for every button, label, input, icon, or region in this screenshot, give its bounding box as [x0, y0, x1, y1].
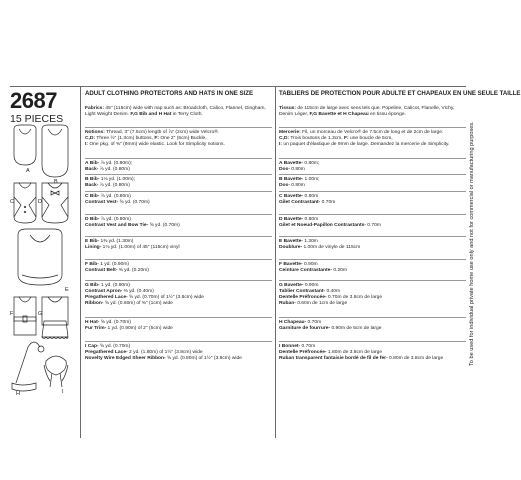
pattern-id-block	[10, 90, 74, 125]
yardage-label: C Bib-	[85, 194, 100, 199]
yardage-value: 0.70m	[306, 320, 322, 325]
bib-d-drawing	[42, 183, 68, 223]
yardage-label: E Bib-	[85, 239, 100, 244]
yardage-line	[279, 245, 466, 251]
row-divider	[279, 174, 466, 175]
yardage-label: F Bavette-	[279, 262, 303, 267]
yardage-value: ⅞ yd. (0.80m)	[98, 183, 130, 189]
bib-b-drawing	[42, 125, 68, 177]
illustration-label-b: B	[54, 179, 58, 185]
yardage-value: ⅝ yd. (0.70m)	[99, 320, 131, 325]
yardage-label: A Bib-	[85, 161, 100, 166]
yardage-row	[85, 106, 272, 118]
row-divider	[279, 341, 466, 342]
middle-column-divider	[275, 86, 276, 438]
yardage-value: 0.80m	[289, 183, 305, 189]
yardage-line	[85, 326, 272, 332]
yardage-value: 0.90m de 5cm de large	[330, 326, 382, 332]
row-divider	[279, 280, 466, 281]
yardage-line	[279, 326, 466, 332]
yardage-row	[279, 320, 466, 332]
yardage-label: Gilet et Noeud-Papillon Contrastants-	[279, 223, 366, 229]
yardage-line	[279, 200, 466, 206]
yardage-value: ⅜ yd. (0.40m)	[122, 289, 154, 295]
yardage-value: ⅞ yd. (0.80m);	[99, 161, 133, 166]
yardage-line	[279, 268, 466, 274]
row-divider	[279, 259, 466, 260]
yardage-row	[279, 239, 466, 251]
yardage-line	[85, 356, 272, 362]
yardage-label: F:	[154, 136, 159, 142]
illustration-label-a: A	[26, 168, 30, 174]
yardage-label: Garniture de fourrure-	[279, 326, 331, 332]
yardage-label: Doublure-	[279, 245, 303, 251]
yardage-line	[279, 356, 466, 362]
yardage-row	[85, 217, 272, 229]
bib-f-drawing	[14, 297, 36, 335]
yardage-label: I:	[85, 142, 88, 148]
bib-e-drawing	[18, 229, 62, 285]
yardage-value: 1 yd. (0.90m)	[99, 283, 130, 288]
yardage-value: 1⅛ yd. (1.00m);	[99, 177, 136, 182]
yardage-line	[85, 301, 272, 307]
yardage-line	[85, 183, 272, 189]
yardage-label: B Bavette-	[279, 177, 304, 182]
yardage-value: en tissu éponge.	[368, 112, 406, 118]
yardage-value: ⅜ yd. (0.20m)	[117, 268, 149, 274]
yardage-value: 0.80m	[303, 194, 319, 199]
yardage-value: 1.00m de vinyle de 115cm	[302, 245, 361, 251]
yardage-value: une boucle de 5cm,	[348, 136, 393, 142]
yardage-value: ⅞ yd. (0.80m)	[98, 167, 130, 173]
yardage-label: Gilet Contrastant-	[279, 200, 321, 206]
yardage-label: I Cap-	[85, 344, 99, 349]
yardage-row	[279, 106, 466, 118]
yardage-value: 45" (115cm) wide with nap such as: Broadcloth, Calico, Flannel, Gingham,	[104, 106, 266, 111]
row-divider	[85, 191, 272, 192]
yardage-line	[85, 112, 272, 118]
row-divider	[279, 214, 466, 215]
yardage-row	[85, 130, 272, 148]
yardage-label: Pregathered Lace-	[85, 350, 128, 356]
yardage-label: Fur Trim-	[85, 326, 107, 332]
yardage-line	[279, 142, 466, 148]
yardage-label: Contrast Belt-	[85, 268, 118, 274]
yardage-row	[279, 177, 466, 189]
header-english: ADULT CLOTHING PROTECTORS AND HATS IN ONE SIZE	[85, 90, 254, 97]
yardage-value: 0.80m;	[303, 161, 320, 166]
yardage-row	[85, 283, 272, 307]
yardage-label: E Bavette-	[279, 239, 303, 244]
yardage-value: 1⅜ yd. (1.30m)	[99, 239, 134, 244]
yardage-line	[85, 142, 272, 148]
yardage-label: G Bavette-	[279, 283, 304, 288]
yardage-label: Tissus:	[279, 106, 297, 111]
yardage-label: Notions:	[85, 130, 105, 135]
yardage-label: I Bonnet-	[279, 344, 301, 349]
yardage-value: Thread, 3" (7.5cm) length of ⅞" (2cm) wide Velcro®.	[104, 130, 220, 135]
yardage-value: un paquet d'élastique de 9mm de large. Demandez la mercerie de Simplicity.	[282, 142, 450, 148]
yardage-value: 1 yd. (0.90m) of 2" (5cm) wide	[106, 326, 173, 332]
row-divider	[85, 280, 272, 281]
yardage-label: Dos-	[279, 183, 290, 189]
yardage-value: ⅝ yd. (0.70m)	[148, 223, 180, 229]
yardage-value: 1.00m;	[303, 177, 320, 182]
yardage-value: 1 yd. (0.90m)	[98, 262, 130, 267]
row-divider	[85, 259, 272, 260]
yardage-value: 1⅛ yd. (1.00m) of 45" (115cm) vinyl	[101, 245, 180, 251]
yardage-value: in Terry Cloth.	[171, 112, 203, 118]
yardage-row	[279, 130, 466, 148]
yardage-value: 0.70m	[365, 223, 381, 229]
yardage-value: ⅝ yd. (0.80m) of 1½" (3.8cm) wide	[165, 356, 242, 362]
yardage-value: 0.20m	[332, 268, 347, 274]
left-column-divider	[80, 86, 81, 438]
illustration-label-d: D	[38, 199, 42, 205]
pattern-number: 2687	[10, 88, 57, 113]
yardage-value: de 115cm de large avec sens tels que: Popeline, Calicot, Flanelle, Vichy,	[296, 106, 455, 111]
yardage-label: F Bib-	[85, 262, 99, 267]
cap-i-drawing	[44, 356, 68, 387]
yardage-label: Contrast Vest-	[85, 200, 119, 206]
row-divider	[85, 236, 272, 237]
yardage-value: Three ½" (1.3cm) buttons,	[95, 136, 155, 142]
row-divider	[279, 317, 466, 318]
top-rule	[10, 86, 466, 87]
header-french: TABLIERS DE PROTECTION POUR ADULTE ET CHAPEAUX EN UNE SEULE TAILLE	[279, 90, 521, 97]
yardage-label: Ruban-	[279, 301, 296, 307]
row-divider	[85, 174, 272, 175]
yardage-value: 0.60m de 1cm de large	[295, 301, 348, 307]
illustration-label-h: H	[16, 391, 20, 397]
yardage-label: F,G Bavette et H Chapeau	[309, 112, 369, 118]
yardage-row	[279, 161, 466, 173]
yardage-value: One pkg. of ⅜" (9mm) wide elastic. Look for Simplicity notions.	[88, 142, 225, 148]
yardage-label: F,G Bib and H Hat	[130, 112, 172, 118]
yardage-label: Ribbon-	[85, 301, 104, 307]
row-divider	[85, 317, 272, 318]
row-divider	[85, 158, 272, 159]
yardage-value: ⅞ yd. (0.80m)	[99, 194, 131, 199]
yardage-value: 1.80m de 3.8cm de large	[326, 350, 383, 356]
yardage-label: C,D:	[85, 136, 96, 142]
yardage-value: 0.90m	[302, 262, 318, 267]
row-divider	[85, 341, 272, 342]
illustration-label-i: I	[62, 389, 64, 395]
yardage-value: Light Weight Denim.	[85, 112, 131, 118]
yardage-label: F:	[343, 136, 349, 142]
row-divider	[279, 127, 466, 128]
yardage-label: D Bib-	[85, 217, 100, 222]
yardage-row	[85, 177, 272, 189]
yardage-label: C Bavette-	[279, 194, 304, 199]
yardage-value: ⅝ yd. (0.70m)	[118, 200, 150, 206]
row-divider	[279, 236, 466, 237]
yardage-label: Mercerie:	[279, 130, 301, 135]
yardage-value: 0.90m	[303, 283, 319, 288]
row-divider	[279, 191, 466, 192]
yardage-value: ⅞ yd. (0.80m)	[99, 217, 131, 222]
yardage-label: H Chapeau-	[279, 320, 307, 325]
yardage-value: One 2" (5cm) Buckle,	[158, 136, 207, 142]
yardage-label: Contrast Apron-	[85, 289, 123, 295]
yardage-value: 0.70m	[300, 344, 316, 349]
yardage-value: 0.40m	[325, 289, 341, 295]
yardage-label: Dentelle Préfroncée-	[279, 350, 327, 356]
yardage-line	[85, 200, 272, 206]
yardage-label: Lining-	[85, 245, 102, 251]
yardage-row	[279, 344, 466, 362]
yardage-value: 0.80m	[289, 167, 305, 173]
yardage-label: C,D:	[279, 136, 290, 142]
illustration-label-g: G	[38, 311, 43, 317]
yardage-value: Denim Léger,	[279, 112, 310, 118]
yardage-label: Fabrics:	[85, 106, 105, 111]
yardage-line	[85, 245, 272, 251]
private-use-notice: To be used for individual private home use only and not for commercial or manufacturing purposes.	[469, 121, 475, 366]
yardage-label: I:	[279, 142, 282, 148]
yardage-line	[279, 167, 466, 173]
yardage-label: Contrast Vest and Bow Tie-	[85, 223, 149, 229]
yardage-value: Trois boutons de 1.3cm,	[289, 136, 344, 142]
garment-illustrations	[10, 125, 72, 395]
yardage-label: D Bavette-	[279, 217, 304, 222]
hat-h-drawing	[12, 342, 44, 391]
yardage-row	[85, 194, 272, 206]
row-divider	[85, 127, 272, 128]
yardage-line	[279, 183, 466, 189]
yardage-value: ⅝ yd. (0.70m)	[98, 344, 131, 349]
yardage-row	[85, 161, 272, 173]
bib-g-drawing	[42, 297, 68, 339]
row-divider	[279, 158, 466, 159]
yardage-value: Fil, un morceau de Velcro® de 7.5cm de long et de 2cm de large.	[300, 130, 444, 135]
illustration-label-f: F	[10, 311, 14, 317]
yardage-label: Novelty Wire Edged Sheer Ribbon-	[85, 356, 166, 362]
yardage-line	[85, 223, 272, 229]
bib-a-drawing	[14, 125, 36, 165]
yardage-value: 0.80m	[303, 217, 319, 222]
bib-c-drawing	[14, 183, 36, 223]
yardage-label: H Hat-	[85, 320, 100, 325]
yardage-row	[85, 320, 272, 332]
yardage-label: Pregathered Lace-	[85, 295, 128, 301]
yardage-value: 2 yd. (1.80m) of 1½" (3.8cm) wide	[127, 350, 203, 356]
yardage-row	[85, 239, 272, 251]
yardage-row	[279, 262, 466, 274]
yardage-value: ⅝ yd. (0.70m) of 1½" (3.8cm) wide	[127, 295, 204, 301]
yardage-value: 0.70m	[320, 200, 336, 206]
yardage-label: Back-	[85, 183, 99, 189]
yardage-value: 1.30m	[302, 239, 318, 244]
yardage-label: Tablier Contrastant-	[279, 289, 326, 295]
yardage-line	[279, 301, 466, 307]
yardage-row	[279, 283, 466, 307]
pattern-pieces: 15 PIECES	[10, 113, 64, 125]
yardage-label: Back-	[85, 167, 99, 173]
yardage-row	[85, 344, 272, 362]
yardage-value: ⅝ yd. (0.60m) of ⅜" (1cm) wide	[103, 301, 173, 307]
illustration-label-c: C	[10, 199, 14, 205]
yardage-line	[85, 268, 272, 274]
yardage-label: B Bib-	[85, 177, 100, 182]
yardage-row	[85, 262, 272, 274]
yardage-label: Ruban transparent fantaisie bordé de fil de fer-	[279, 356, 388, 362]
row-divider	[85, 214, 272, 215]
yardage-line	[279, 223, 466, 229]
yardage-row	[279, 194, 466, 206]
yardage-label: G Bib-	[85, 283, 100, 288]
yardage-value: 0.70m de 3.8cm de large	[326, 295, 383, 301]
illustration-label-e: E	[65, 287, 69, 293]
yardage-label: Dos-	[279, 167, 290, 173]
yardage-line	[279, 112, 466, 118]
yardage-label: Ceinture Contrastante-	[279, 268, 332, 274]
yardage-label: Dentelle Préfroncée-	[279, 295, 327, 301]
yardage-line	[85, 167, 272, 173]
yardage-label: A Bavette-	[279, 161, 304, 166]
yardage-row	[279, 217, 466, 229]
yardage-value: 0.80m de 3.8cm de large	[387, 356, 444, 362]
